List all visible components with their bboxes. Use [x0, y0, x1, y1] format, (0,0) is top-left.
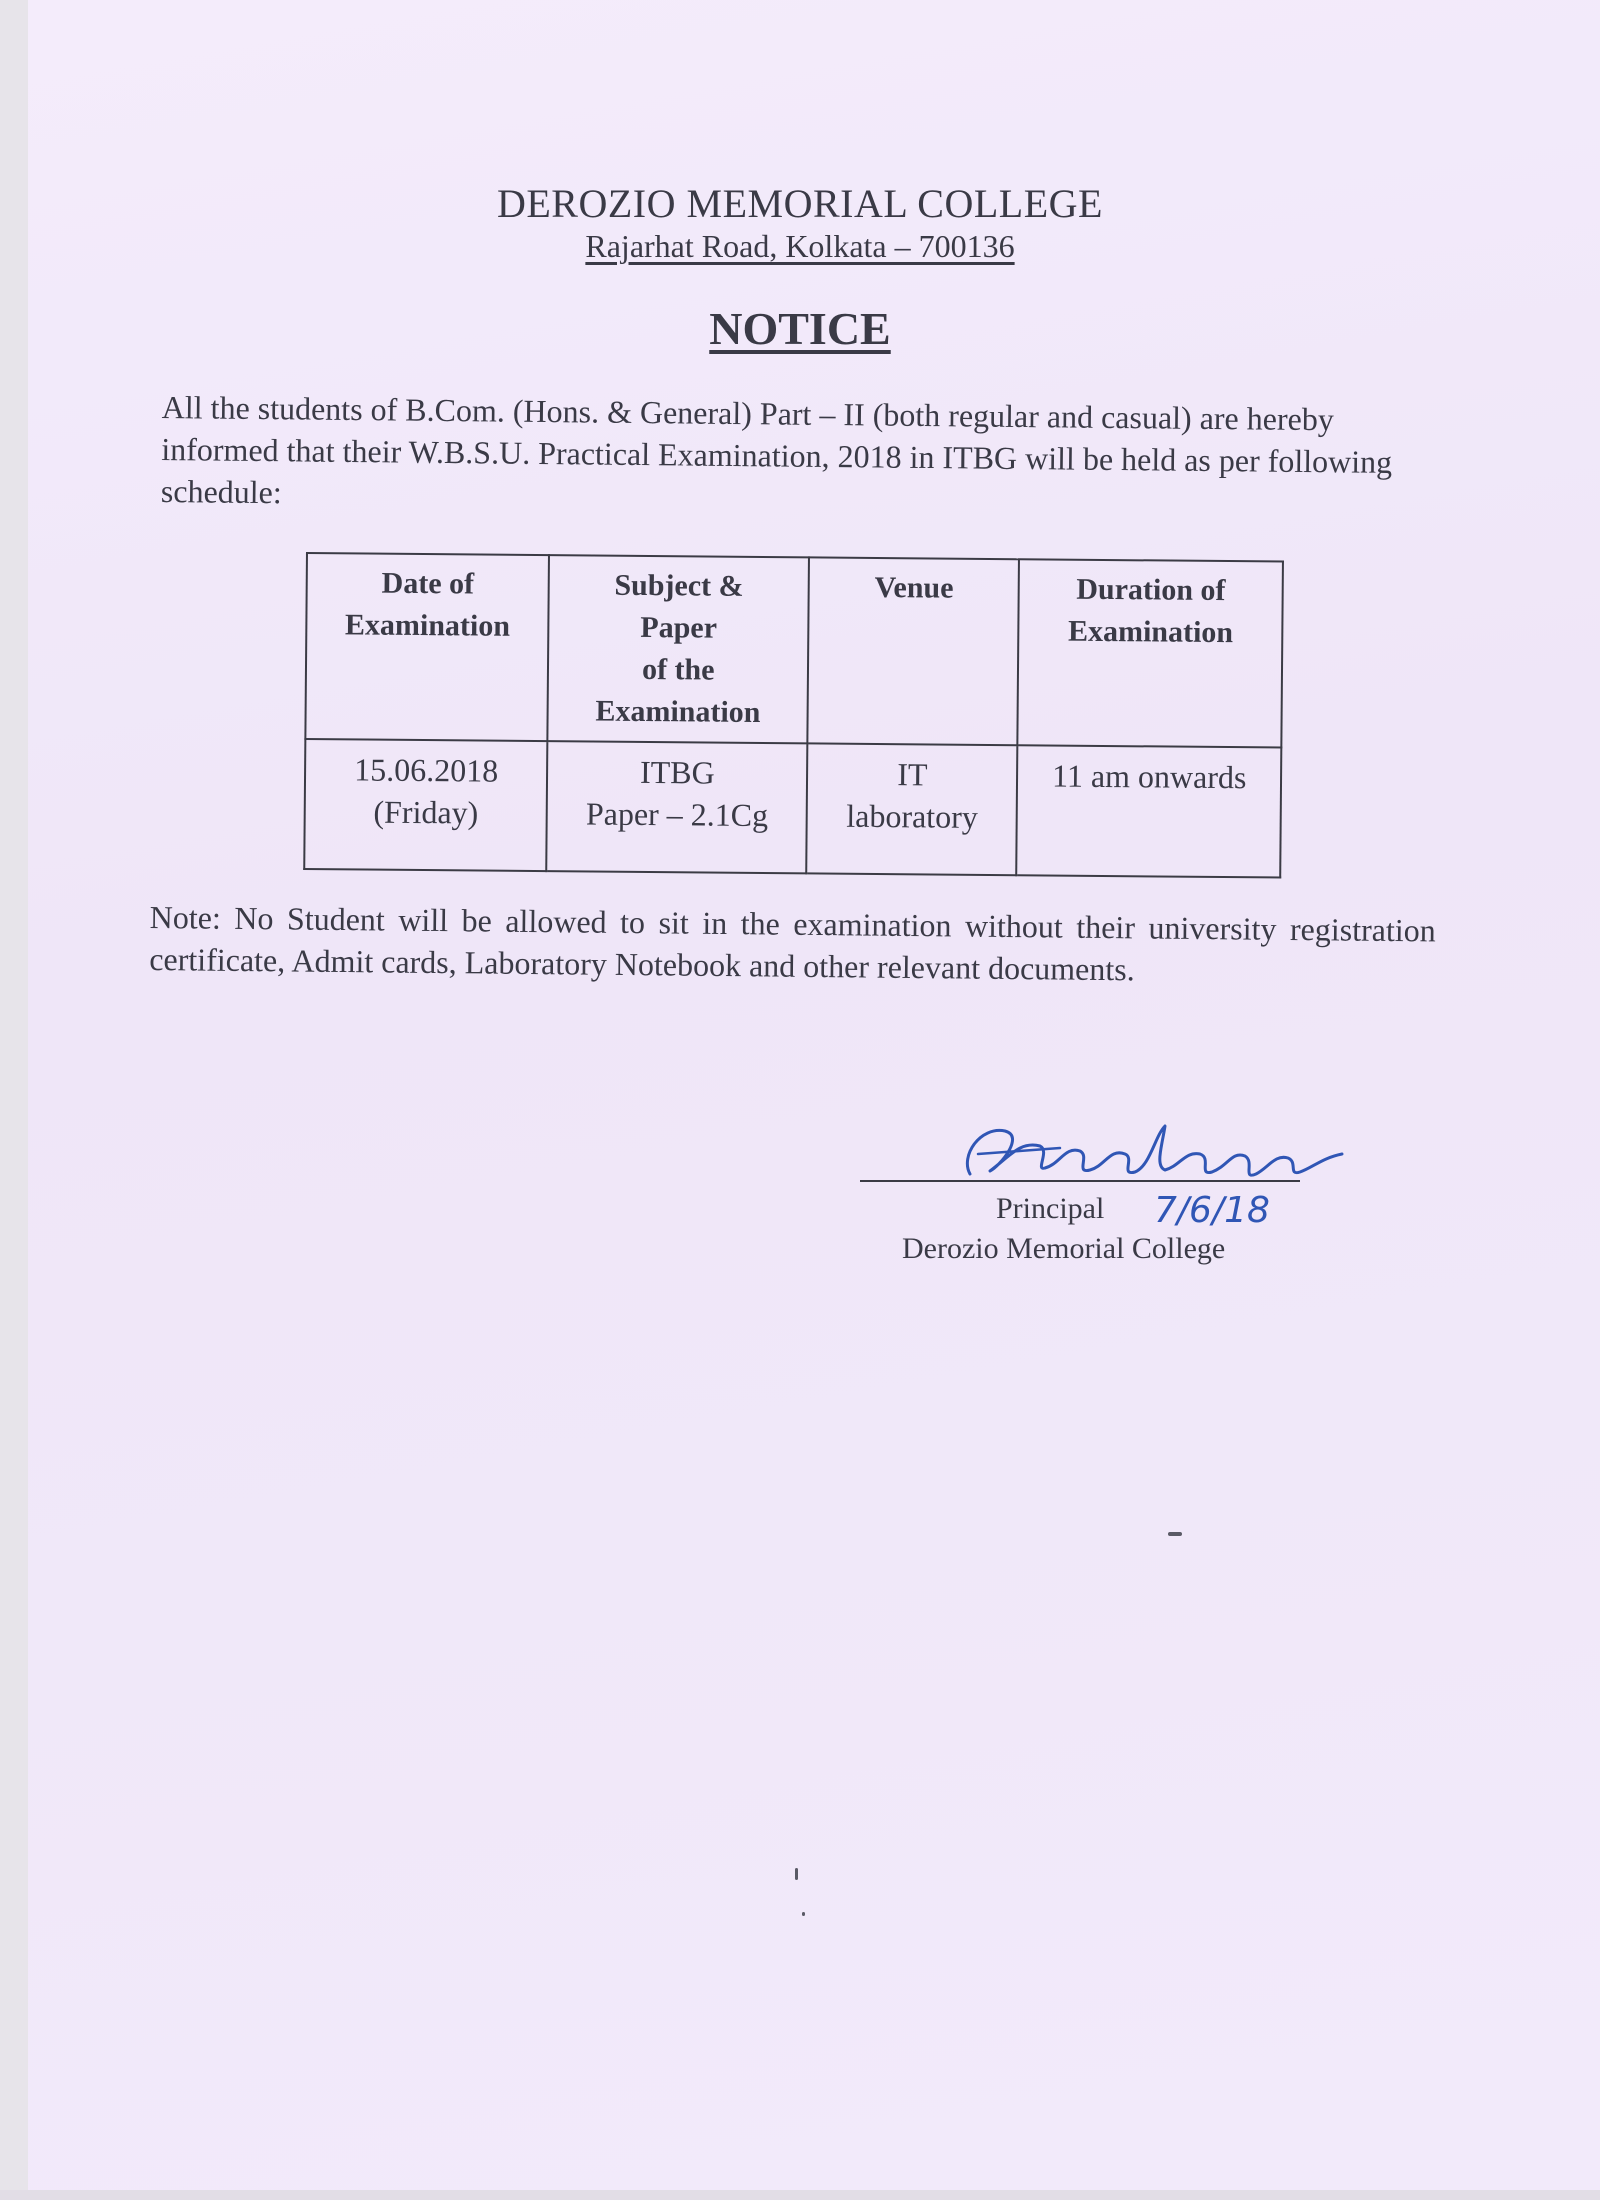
intro-paragraph: All the students of B.Com. (Hons. & General) Part – II (both regular and casual) are hereby informed that their W.B.S.U. Practical Examination, 2018 in ITBG will be held as per following schedule:: [160, 388, 1393, 511]
note-paragraph: Note: No Student will be allowed to sit in the examination without their university registration certificate, Admit cards, Laboratory Notebook and other relevant documents.: [149, 898, 1436, 988]
college-address: Rajarhat Road, Kolkata – 700136: [585, 228, 1015, 264]
signatory-college: Derozio Memorial College: [902, 1232, 1226, 1265]
college-name: DEROZIO MEMORIAL COLLEGE: [496, 181, 1103, 226]
cell-venue: IT laboratory: [807, 743, 1018, 875]
cell-date: 15.06.2018 (Friday): [304, 739, 547, 871]
notice-title: NOTICE: [709, 303, 891, 354]
scan-speck: [802, 1912, 805, 1916]
scan-bottom-edge: [0, 2190, 1600, 2200]
header-date: Date of Examination: [305, 553, 549, 741]
signature-line: [860, 1180, 1300, 1182]
scan-speck: [1168, 1532, 1182, 1536]
header-venue: Venue: [808, 557, 1020, 745]
scan-speck: [795, 1868, 798, 1880]
header-duration: Duration of Examination: [1018, 559, 1283, 747]
table-header-row: [305, 553, 1283, 748]
cell-duration: 11 am onwards: [1017, 745, 1282, 877]
header-subject: Subject & Paper of the Examination: [548, 555, 810, 743]
handwritten-date: 7/6/18: [1154, 1190, 1270, 1231]
signatory-title: Principal: [996, 1192, 1105, 1225]
cell-subject: ITBG Paper – 2.1Cg: [547, 741, 808, 873]
exam-schedule-table: [303, 552, 1284, 879]
table-row: [304, 739, 1281, 878]
